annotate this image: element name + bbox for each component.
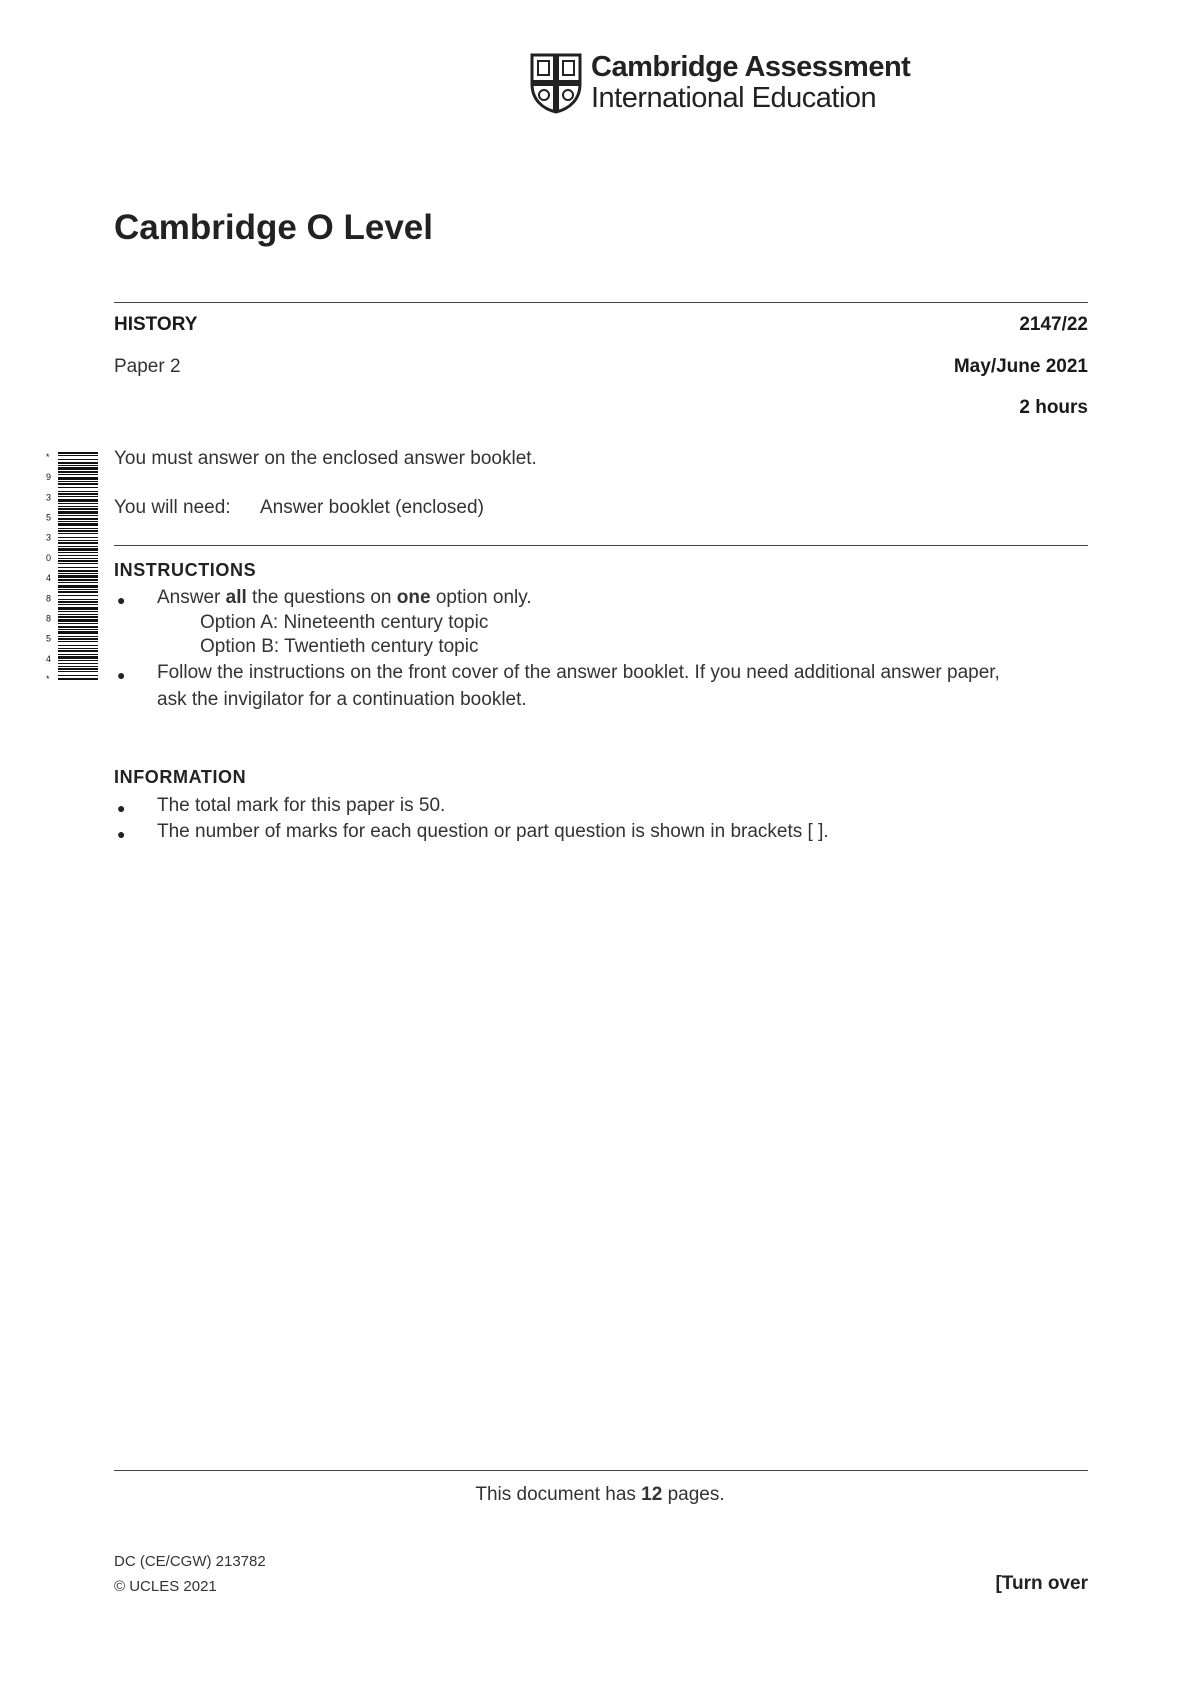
exam-session: May/June 2021 — [953, 356, 1088, 377]
option-a: Option A: Nineteenth century topic — [200, 612, 489, 633]
section-divider — [114, 545, 1088, 546]
page-count-text: pages. — [662, 1484, 725, 1505]
logo-line-1: Cambridge Assessment — [591, 51, 911, 83]
answer-note: You must answer on the enclosed answer booklet. — [114, 448, 537, 469]
information-item-2: The number of marks for each question or part question is shown in brackets [ ]. — [157, 821, 829, 842]
instruction-item-1 — [157, 584, 532, 611]
page-count-value: 12 — [641, 1484, 663, 1505]
barcode-digit: 8 — [46, 593, 52, 604]
barcode-digit: * — [46, 452, 50, 462]
instruction-text: the questions on — [246, 587, 397, 608]
barcode-digit: 3 — [46, 532, 52, 543]
page-count-note — [0, 1484, 1200, 1506]
barcode-digit: 4 — [46, 573, 52, 584]
barcode-digit: 8 — [46, 613, 52, 624]
barcode-digit: 5 — [46, 512, 52, 523]
turn-over-note: [Turn over — [995, 1573, 1088, 1594]
barcode-digit: * — [46, 674, 50, 682]
need-value: Answer booklet (enclosed) — [260, 497, 484, 518]
syllabus-code: 2147/22 — [1019, 314, 1088, 335]
header-divider — [114, 302, 1088, 303]
bullet-icon: ● — [117, 800, 126, 816]
subject-name: HISTORY — [114, 314, 198, 335]
exam-duration: 2 hours — [1019, 397, 1088, 418]
need-label: You will need: — [114, 497, 231, 518]
instructions-heading: INSTRUCTIONS — [114, 560, 257, 580]
instruction-emphasis-one: one — [396, 587, 431, 608]
instruction-line: Follow the instructions on the front cover of the answer booklet. If you need additional answer paper, — [157, 662, 1000, 683]
bullet-icon: ● — [117, 826, 126, 842]
bullet-icon: ● — [117, 592, 126, 608]
document-reference: DC (CE/CGW) 213782 — [114, 1553, 266, 1570]
information-heading: INFORMATION — [114, 767, 247, 787]
cambridge-logo — [529, 52, 910, 114]
instruction-text: Answer — [157, 587, 226, 608]
paper-number: Paper 2 — [114, 356, 181, 377]
barcode-digit: 3 — [46, 492, 52, 503]
barcode-digit: 5 — [46, 633, 52, 644]
instruction-line: ask the invigilator for a continuation booklet. — [157, 689, 527, 710]
logo-text — [591, 52, 910, 114]
footer-divider — [114, 1470, 1088, 1471]
instruction-emphasis-all: all — [225, 587, 247, 608]
option-b: Option B: Twentieth century topic — [200, 636, 479, 657]
page-count-text: This document has — [475, 1484, 642, 1505]
crest-shield-icon — [529, 52, 583, 114]
qualification-title: Cambridge O Level — [114, 208, 433, 247]
barcode — [44, 450, 98, 682]
barcode-digit: 9 — [46, 472, 52, 483]
information-item-1: The total mark for this paper is 50. — [157, 795, 446, 816]
bullet-icon: ● — [117, 667, 126, 683]
instruction-text: option only. — [430, 587, 532, 608]
copyright: © UCLES 2021 — [114, 1578, 217, 1595]
barcode-digit: 4 — [46, 653, 52, 664]
barcode-digit: 0 — [46, 552, 52, 563]
instruction-item-2 — [157, 659, 1000, 713]
logo-line-2: International Education — [591, 82, 877, 114]
